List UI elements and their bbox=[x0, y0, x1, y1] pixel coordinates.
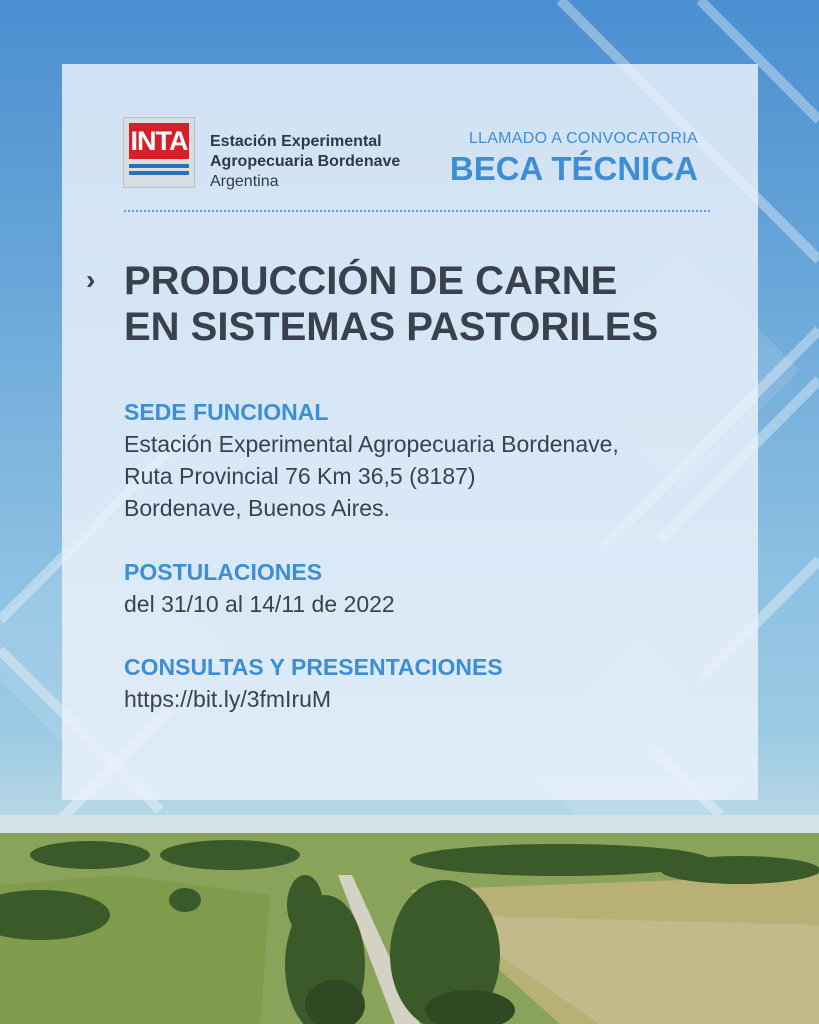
org-line-2: Agropecuaria Bordenave bbox=[210, 153, 401, 170]
headline-line-2: EN SISTEMAS PASTORILES bbox=[124, 305, 659, 349]
section-heading-location: SEDE FUNCIONAL bbox=[124, 399, 329, 425]
call-title: BECA TÉCNICA bbox=[449, 150, 698, 187]
org-line-1: Estación Experimental bbox=[210, 133, 382, 150]
org-country: Argentina bbox=[210, 173, 279, 190]
dotted-divider bbox=[124, 210, 710, 212]
section-text-contact bbox=[124, 683, 331, 715]
location-line-2: Ruta Provincial 76 Km 36,5 (8187) bbox=[124, 463, 476, 489]
headline bbox=[124, 258, 658, 350]
section-text-applications bbox=[124, 588, 395, 620]
contact-link[interactable]: https://bit.ly/3fmIruM bbox=[124, 686, 332, 712]
call-announcement bbox=[450, 128, 698, 188]
logo-text: INTA bbox=[130, 126, 188, 156]
applications-dates: del 31/10 al 14/11 de 2022 bbox=[124, 591, 395, 617]
section-heading-applications: POSTULACIONES bbox=[124, 559, 323, 585]
organization-name bbox=[210, 132, 400, 192]
logo-stripe-top bbox=[129, 164, 189, 168]
section-text-location bbox=[124, 428, 619, 524]
section-heading-contact: CONSULTAS Y PRESENTACIONES bbox=[124, 654, 503, 680]
logo-stripe-bottom bbox=[129, 171, 189, 175]
location-line-3: Bordenave, Buenos Aires. bbox=[124, 495, 390, 521]
location-line-1: Estación Experimental Agropecuaria Bordenave, bbox=[124, 431, 619, 457]
inta-logo bbox=[123, 117, 195, 188]
headline-line-1: PRODUCCIÓN DE CARNE bbox=[124, 259, 618, 303]
landscape-photo bbox=[0, 815, 819, 1024]
chevron-right-icon: › bbox=[86, 264, 96, 295]
call-subtitle: LLAMADO A CONVOCATORIA bbox=[468, 130, 698, 147]
